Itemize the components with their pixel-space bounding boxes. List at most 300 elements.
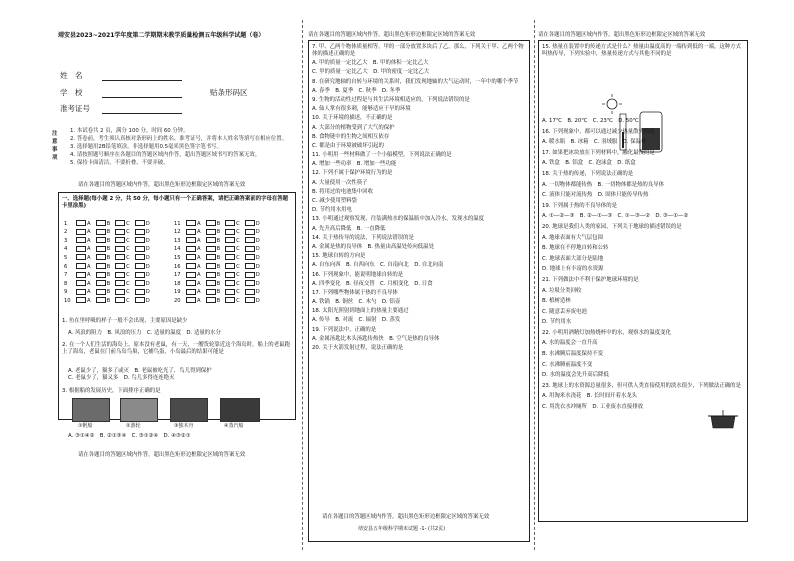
answer-bubble-a[interactable] [186,229,196,235]
bubble-label: B [106,246,111,253]
question-line: B. 地球在不停地自转和公转 [542,245,609,252]
answer-row [174,246,265,253]
answer-bubble-d[interactable] [245,263,255,269]
answer-row [64,297,155,304]
notice-line-5: 5. 保持卡面清洁，不要折叠、不要弄破。 [70,160,169,166]
question-line: A. 传导 B. 对流 C. 辐射 D. 蒸发 [312,317,401,324]
bubble-label: B [106,272,111,279]
question-line: B. 食物链中的生物之间相互依存 [312,133,390,140]
answer-bubble-b[interactable] [96,263,106,269]
answer-bubble-b[interactable] [206,246,216,252]
pot-icon [708,408,738,432]
bubble-label: C [126,220,130,227]
answer-row [64,272,155,279]
caption-sailboat: ①帆船 [78,423,93,429]
bubble-label: C [236,263,240,270]
question-line: C. 都是由于环境被破坏引起的 [312,142,384,149]
answer-row [174,237,265,244]
school-line[interactable] [102,97,182,98]
answer-bubble-a[interactable] [186,289,196,295]
answer-bubble-b[interactable] [96,229,106,235]
bubble-label: A [197,289,201,296]
answer-bubble-b[interactable] [206,237,216,243]
bubble-label: A [87,297,91,304]
question-line: C. 随意丢弃废电池 [542,308,587,315]
question-line: C. 水沸腾前温度不变 [542,361,593,368]
bubble-label: C [126,289,130,296]
bubble-label: C [126,280,130,287]
bubble-label: B [216,237,221,244]
answer-row [64,289,155,296]
answer-bubble-b[interactable] [206,272,216,278]
name-label: 姓 名 [60,71,83,80]
answer-row [174,229,265,236]
bubble-label: A [87,272,91,279]
bubble-label: D [145,297,150,304]
question-line: C. 液体只能对流传热 D. 固体只能传导传热 [542,192,649,199]
q1-text: 1. 鱼在里呼吸的样子一般不会出现，主要原因是缺少 [62,318,188,324]
answer-number: 7 [64,272,68,279]
bubble-label: A [87,220,91,227]
answer-number: 9 [64,289,68,296]
answer-number: 1 [64,220,68,227]
question-line: D. 节约用水 [542,319,572,326]
bubble-label: A [87,289,91,296]
area-notice-bottom: 请在各题目的答题区域内作答，超出黑色矩形边框限定区域的答案无效 [78,452,246,458]
bubble-label: D [255,280,260,287]
answer-bubble-d[interactable] [135,272,145,278]
answer-bubble-a[interactable] [76,246,86,252]
question-line: 20. 地球是我们人类的家园，下列关于地球的描述错误的是 [542,223,682,230]
answer-bubble-d[interactable] [245,289,255,295]
question-line: 16. 下列现象中，能说明地球自转的是 [312,271,404,278]
caption-cruise: ②游轮 [126,423,141,429]
bubble-label: C [236,220,240,227]
answer-row [174,297,265,304]
answer-bubble-a[interactable] [186,280,196,286]
cruise-ship-image [120,398,158,422]
question-line: C. 减少使用塑料袋 [312,198,357,204]
col3-questions [542,44,744,415]
bubble-label: D [145,254,150,261]
page-footer: 靖安县五年级科学期末试题 -1- (共2页) [358,526,446,532]
bubble-label: D [255,297,260,304]
question-line: 16. 下列现象中，都可以通过减少热量散失的是 [542,128,655,135]
answer-bubble-d[interactable] [245,272,255,278]
answer-row [174,220,265,227]
answer-bubble-a[interactable] [186,246,196,252]
column-divider-1 [302,20,303,550]
bubble-label: D [145,229,150,236]
answer-bubble-d[interactable] [135,220,145,226]
answer-bubble-a[interactable] [76,289,86,295]
col3-top-notice: 请在各题目的答题区域内作答，超出黑色矩形边框限定区域的答案无效 [538,32,706,38]
column-middle [308,0,530,561]
answer-bubble-b[interactable] [206,229,216,235]
bubble-label: D [255,254,260,261]
answer-number: 15 [174,254,181,261]
answer-row [64,280,155,287]
answer-bubble-c[interactable] [225,254,235,260]
answer-bubble-a[interactable] [186,272,196,278]
question-line: A. 先升高后降低 B. 一直降低 [312,225,386,232]
q2-text: 2. 在一个人们生活的海岛上，原本没有老鼠，有一天，一艘货轮靠近这个海岛时，船上的老鼠跑上了海岛，老鼠在门前乌岛鸟巢，它捕鸟蛋，小岛最后的结果可能是 [62,342,290,355]
answer-bubble-c[interactable] [115,246,125,252]
school-label: 学 校 [60,88,83,97]
question-line: 13. 小明通过观察发现，往装满热水的保温瓶中加入冷水，发现水的温度 [312,216,485,223]
answer-bubble-d[interactable] [245,237,255,243]
answer-bubble-a[interactable] [76,254,86,260]
bubble-label: A [197,254,201,261]
question-line: D. 水的温度会先升高后降低 [542,372,609,379]
question-line: 14. 关于热传导的说法，下列说法错误的是 [312,234,414,241]
answer-row [64,220,155,227]
q3-text: 3. 根据船的发展历史，下面排序正确的是 [62,388,161,394]
question-line: 18. 关于热的传递，下列说法正确的是 [542,170,634,177]
answer-number: 17 [174,272,181,279]
bubble-label: B [216,246,221,253]
question-line: A. 金属是热的良导体 B. 热量由高温处传向低温处 [312,243,434,250]
bubble-label: A [197,229,201,236]
question-line: A. 17℃ B. 20℃ C. 23℃ D. 50℃ [542,118,639,124]
bubble-label: D [255,237,260,244]
answer-row [64,237,155,244]
bubble-label: C [236,237,240,244]
question-line: D. 地球上有丰富的水资源 [542,266,604,273]
bubble-label: C [236,280,240,287]
bubble-label: B [106,297,111,304]
answer-number: 2 [64,229,68,236]
answer-bubble-b[interactable] [206,289,216,295]
answer-bubble-c[interactable] [115,272,125,278]
bubble-label: C [236,229,240,236]
question-line: C. 甲的质量一定比乙大 D. 甲的密度一定比乙大 [312,69,430,76]
bubble-label: C [126,272,130,279]
bubble-label: D [145,289,150,296]
bubble-label: C [126,246,130,253]
question-line: 20. 关于火箭发射过程，说法正确的是 [312,345,404,351]
bubble-label: A [87,263,91,270]
bubble-label: A [197,272,201,279]
bubble-label: D [145,237,150,244]
question-line: 15. 地球自转的方向是 [312,253,366,260]
answer-bubble-b[interactable] [96,237,106,243]
bubble-label: C [236,254,240,261]
answer-row [64,246,155,253]
answer-bubble-a[interactable] [186,263,196,269]
bubble-label: A [197,220,201,227]
question-line: 19. 下列说法中，正确的是 [312,326,377,333]
caption-canoe: ③独木舟 [174,423,194,429]
answer-row [174,263,265,270]
question-line: C. 用洗衣水冲厕所 D. 工业废水直接排放 [542,404,644,411]
answer-row [174,280,265,287]
answer-bubble-c[interactable] [225,272,235,278]
question-line: A. 大部分的植物受到了大气的保护 [312,124,395,131]
bubble-label: A [87,246,91,253]
q2-options: A. 老鼠少了，猫多了或灭 B. 老鼠被吃光了，鸟儿得到保护 C. 老鼠少了，猫又多 D. 鸟儿多得连连绝灭 [68,368,212,381]
answer-bubble-c[interactable] [115,280,125,286]
column-right [538,0,748,561]
question-line: A. 垃圾分类回收 [542,287,582,294]
question-line: A. 用淘米水浇花 B. 长时间开着水龙头 [542,393,638,400]
answer-bubble-a[interactable] [186,220,196,226]
barcode-label: 贴条形码区 [210,88,248,97]
answer-row [174,272,265,279]
bubble-label: C [126,254,130,261]
question-line: D. 节约用水用电 [312,207,352,214]
notice-line-2: 2. 答卷前，考生须认真核对条形码上的姓名、准考证号，并将本人姓名等填写在相应位置。 [70,136,288,142]
question-line: A. 甲的质量一定比乙大 B. 甲的体积一定比乙大 [312,60,429,67]
answer-number: 6 [64,263,68,270]
bubble-label: D [255,229,260,236]
bubble-label: A [197,237,201,244]
answer-bubble-a[interactable] [186,237,196,243]
bubble-label: C [236,272,240,279]
bubble-label: B [106,229,111,236]
answer-bubble-c[interactable] [115,220,125,226]
answer-bubble-b[interactable] [96,246,106,252]
answer-bubble-d[interactable] [245,246,255,252]
notice-heading: 注意事项 [52,131,58,161]
column-left [52,0,296,561]
answer-row [174,289,265,296]
bubble-label: D [145,272,150,279]
canoe-image [170,398,208,422]
answer-bubble-b[interactable] [96,289,106,295]
answer-bubble-b[interactable] [206,220,216,226]
bubble-label: B [216,272,221,279]
answer-bubble-c[interactable] [115,289,125,295]
question-line: 10. 关于环境的描述，不正确的是 [312,115,393,122]
question-line: A. 大量使用一次性筷子 [312,179,368,186]
bubble-label: B [216,297,221,304]
answer-number: 4 [64,246,68,253]
bubble-label: C [236,246,240,253]
answer-bubble-c[interactable] [225,289,235,295]
bubble-label: A [87,280,91,287]
answer-bubble-c[interactable] [225,237,235,243]
bubble-label: B [216,280,221,287]
answer-bubble-a[interactable] [186,254,196,260]
exam-no-line[interactable] [102,113,182,114]
question-line: A. 水的温度会一直升高 [542,340,598,347]
answer-number: 5 [64,254,68,261]
bubble-label: B [216,289,221,296]
question-line: C. 地球表面大部分是陆地 [542,255,604,262]
answer-bubble-c[interactable] [225,220,235,226]
answer-bubble-b[interactable] [96,254,106,260]
bubble-label: A [87,229,91,236]
answer-bubble-c[interactable] [225,229,235,235]
bubble-label: C [126,263,130,270]
question-line: B. 将用过的电池集中回收 [312,188,374,195]
bubble-label: A [87,237,91,244]
answer-bubble-a[interactable] [76,263,86,269]
question-line: A. ①—②—③ B. ②—①—③ C. ①—③—② D. ③—①—② [542,213,689,220]
answer-bubble-d[interactable] [245,280,255,286]
answer-number: 20 [174,297,181,304]
answer-bubble-c[interactable] [115,297,125,303]
bubble-label: D [145,280,150,287]
answer-bubble-d[interactable] [135,297,145,303]
answer-bubble-b[interactable] [206,254,216,260]
answer-bubble-c[interactable] [115,229,125,235]
answer-bubble-d[interactable] [245,297,255,303]
bubble-label: B [216,220,221,227]
bubble-label: B [106,263,111,270]
question-line: 8. 在研究地轴的自转与环境的关系时，我们发现地轴的大气运动时，一年中的哪个季节 [312,78,519,85]
question-line: A. 自东向西 B. 自西向东 C. 自南向北 D. 自北向南 [312,262,444,269]
q3-options: A. ③①④② B. ②①③④ C. ③①②④ D. ④③②① [68,433,191,439]
caption-steamship: ④蒸汽船 [224,423,244,429]
question-line: A. 铁盒 B. 铝盒 C. 泡沫盒 D. 纸盒 [542,160,636,167]
answer-bubble-c[interactable] [225,246,235,252]
question-line: 21. 下列做法中不利于保护地球环境的是 [542,276,639,283]
answer-bubble-c[interactable] [225,280,235,286]
answer-number: 3 [64,237,68,244]
bubble-label: B [106,254,111,261]
question-line: B. 水沸腾后温度保持不变 [542,351,604,358]
sailboat-image [72,398,110,422]
question-line: A. 一切物体都能传热 B. 一切物体都是热的良导体 [542,181,664,188]
question-line: 11. 小明用一些材料做了一个小船模型，下列说法正确的是 [312,152,452,159]
steamship-image [220,398,260,422]
answer-row [174,254,265,261]
question-line: A. 地球表面有大气层包围 [542,234,603,241]
answer-bubble-a[interactable] [186,297,196,303]
answer-row [64,254,155,261]
answer-bubble-c[interactable] [115,254,125,260]
question-line: A. 增加一些功率 B. 增加一些功能 [312,161,397,168]
q1-options: A. 风浪的阻力 B. 风浪的压力 C. 适量的温度 D. 适量的水分 [68,330,221,336]
bubble-label: C [236,297,240,304]
bubble-label: A [87,254,91,261]
answer-number: 10 [64,297,71,304]
question-line: 15. 热量在装置中的传递方式是什么？热量由温度高的一端传到低的一端，这种方式叫热传导，下列实验中，热量传递方式与其他不同的是 [542,44,741,57]
answer-number: 11 [174,220,181,227]
bubble-label: C [126,229,130,236]
exam-no-label: 准考证号 [60,104,90,113]
answer-bubble-d[interactable] [135,280,145,286]
answer-number: 13 [174,237,181,244]
answer-bubble-d[interactable] [245,220,255,226]
answer-bubble-a[interactable] [76,229,86,235]
bubble-label: D [145,220,150,227]
question-line: 9. 生物的活动性过程是与其生活环境相适应的，下列说法错误的是 [312,96,470,103]
bubble-label: B [216,254,221,261]
notice-line-4: 4. 请按照题号顺序在各题目的答题区域内作答，超出答题区域书写的答案无效。 [70,152,261,158]
answer-number: 12 [174,229,181,236]
answer-bubble-a[interactable] [76,220,86,226]
answer-bubble-b[interactable] [96,220,106,226]
name-line[interactable] [102,80,182,81]
answer-number: 8 [64,280,68,287]
answer-bubble-d[interactable] [245,254,255,260]
bubble-label: D [255,289,260,296]
column-divider-2 [534,20,535,550]
question-line: A. 金属汤匙比木头汤匙传热快 B. 空气是热的良导体 [312,335,440,342]
answer-bubble-a[interactable] [76,297,86,303]
question-line: 18. 太阳光照射到地面上的热量主要通过 [312,308,409,315]
bubble-label: A [197,297,201,304]
answer-bubble-d[interactable] [135,254,145,260]
answer-bubble-c[interactable] [115,263,125,269]
answer-bubble-b[interactable] [96,272,106,278]
bubble-label: C [236,289,240,296]
answer-bubble-b[interactable] [206,280,216,286]
answer-bubble-b[interactable] [206,263,216,269]
col2-bottom-notice: 请在各题目的答题区域内作答，超出黑色矩形边框限定区域的答案无效 [322,514,490,520]
bubble-label: D [255,263,260,270]
bubble-label: D [255,246,260,253]
bubble-label: D [145,263,150,270]
bubble-label: D [255,272,260,279]
answer-bubble-a[interactable] [76,280,86,286]
bubble-label: B [106,280,111,287]
answer-bubble-d[interactable] [135,229,145,235]
answer-bubble-a[interactable] [76,272,86,278]
exam-title: 靖安县2023~2021学年度第二学期期末教学质量检测五年级科学试题（卷） [58,32,265,39]
question-line: 12. 下列不属于保护环境行为的是 [312,170,393,177]
answer-bubble-d[interactable] [135,289,145,295]
bubble-label: B [106,289,111,296]
answer-bubble-d[interactable] [245,229,255,235]
answer-bubble-d[interactable] [135,246,145,252]
bubble-label: B [106,237,111,244]
question-line: A. 春季 B. 夏季 C. 秋季 D. 冬季 [312,87,401,94]
answer-bubble-d[interactable] [135,237,145,243]
answer-bubble-c[interactable] [225,297,235,303]
answer-bubble-b[interactable] [96,297,106,303]
answer-bubble-c[interactable] [115,237,125,243]
answer-bubble-b[interactable] [206,297,216,303]
answer-bubble-c[interactable] [225,263,235,269]
notice-line-3: 3. 选择题用2B铅笔填涂，非选择题用0.5毫米黑色签字笔书写。 [70,144,222,150]
question-line: 23. 地球上的水资源总量很多，但可供人类直接使用的淡水很少，下列做法正确的是 [542,382,741,389]
bubble-label: C [126,237,130,244]
bubble-label: B [216,229,221,236]
section1-heading: 一、选择题(每小题 2 分，共 50 分，每小题只有一个正确答案，请把正确答案前的字母在答题卡里涂黑) [62,196,289,209]
question-line: A. 铁锅 B. 铜丝 C. 木勺 D. 铝壶 [312,299,401,306]
answer-number: 14 [174,246,181,253]
col2-top-notice: 请在各题目的答题区域内作答，超出黑色矩形边框限定区域的答案无效 [308,32,476,38]
answer-bubble-a[interactable] [76,237,86,243]
question-line: 17. 如果把冰块放在下列材料中，融化最慢的是 [542,149,655,156]
bubble-label: B [216,263,221,270]
answer-bubble-d[interactable] [135,263,145,269]
answer-number: 19 [174,289,181,296]
col2-questions [312,44,526,354]
answer-row [64,229,155,236]
answer-grid [64,220,290,310]
question-line: 22. 小明用酒精灯加热烧杯中的水，观察水的温度变化 [542,329,671,336]
bubble-label: B [106,220,111,227]
question-line: A. 暖水瓶 B. 冰箱 C. 羽绒服 D. 保温杯 [542,139,647,146]
answer-bubble-b[interactable] [96,280,106,286]
bubble-label: A [197,263,201,270]
area-notice-top: 请在各题目的答题区域内作答，超出黑色矩形边框限定区域的答案无效 [78,182,246,188]
question-line: A. 仙人掌有很多刺，能够适应干旱的环境 [312,106,411,113]
bubble-label: D [255,220,260,227]
bubble-label: C [126,297,130,304]
question-line: 7. 甲、乙两个物体质量相等，甲的一部分放置多块后了乙，那么，下列关于甲、乙两个物体的描述正确的是 [312,44,524,57]
answer-row [64,263,155,270]
bubble-label: D [145,246,150,253]
answer-number: 18 [174,280,181,287]
notice-line-1: 1. 本试卷共 2 页，满分 100 分，时间 60 分钟。 [70,128,189,134]
question-line: 19. 下列属于热的不良导体的是 [542,202,617,209]
